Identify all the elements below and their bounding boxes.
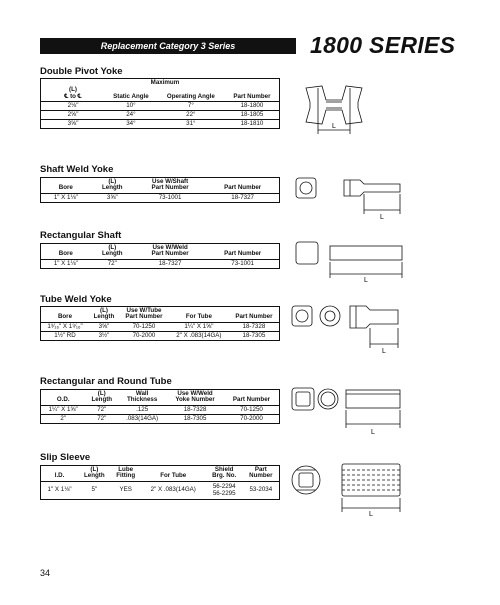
table-cell: 72" [85, 414, 118, 423]
table-cell: .083(14GA) [118, 414, 166, 423]
column-header: Wall Thickness [118, 390, 166, 406]
table-cell: 1½" RD [41, 331, 90, 340]
table-cell: 70-2000 [119, 331, 169, 340]
column-header: Part Number [224, 390, 280, 406]
column-header: Bore [41, 178, 91, 194]
column-header: Part Number [243, 466, 280, 482]
section-title: Rectangular and Round Tube [40, 376, 172, 387]
table-cell: 70-1250 [132, 322, 156, 330]
table-cell: 7° [187, 101, 194, 109]
table-cell: 18-1810 [225, 119, 280, 128]
table-row [41, 414, 280, 423]
column-header-line: (L) ℄ to ℄ [64, 85, 82, 100]
dimension-label: L [371, 429, 375, 436]
table-row [41, 481, 280, 499]
table-cell: 2" [41, 414, 86, 423]
table-row [41, 193, 280, 202]
table-cell: 1¼" X 1⅝" [184, 322, 214, 330]
table-cell: 24° [105, 110, 157, 119]
table-cell: 1" X 1⅛" [53, 259, 78, 267]
table-cell: 31° [157, 119, 225, 128]
table-cell: 3½" [89, 331, 119, 340]
tube-weld-yoke-table [40, 306, 280, 341]
rectangular-shaft-table [40, 243, 280, 269]
column-header: Part Number [229, 307, 280, 323]
table-cell: 70-2000 [224, 414, 280, 423]
double-pivot-yoke-table [40, 78, 280, 129]
table-cell: 1¼" X 1⅝" [48, 405, 78, 413]
dimension-label: L [364, 277, 368, 284]
rectangular-shaft-drawing [290, 236, 410, 284]
page-number: 34 [40, 568, 51, 578]
table-cell: 3⅝" [98, 322, 110, 330]
column-header: (L) Length [78, 466, 110, 482]
series-title: 1800 SERIES [310, 32, 456, 58]
column-group-header: Maximum [150, 78, 180, 86]
column-header: For Tube [141, 466, 206, 482]
table-row [41, 101, 280, 110]
column-header [41, 86, 106, 101]
column-header: Part Number [206, 244, 279, 260]
table-row [41, 405, 280, 414]
column-header: Use W/Weld Yoke Number [166, 390, 224, 406]
column-header: (L) Length [91, 178, 134, 194]
table-cell: 2⅛" [67, 101, 79, 109]
column-header: Bore [41, 307, 90, 323]
slip-sleeve-table [40, 465, 280, 500]
table-cell: 18-7305 [229, 331, 280, 340]
column-header: Lube Fitting [111, 466, 141, 482]
column-header: O.D. [41, 390, 86, 406]
column-header [225, 79, 280, 87]
column-header: Use W/Shaft Part Number [134, 178, 206, 194]
column-header: Part Number [206, 178, 279, 194]
table-cell: 3⅝" [41, 119, 106, 128]
table-row [41, 259, 280, 268]
rectangular-round-tube-table [40, 389, 280, 424]
table-cell: 2" X .083(14GA) [150, 486, 196, 494]
table-cell: 18-7327 [231, 193, 254, 201]
table-cell: 18-1805 [225, 110, 280, 119]
table-cell: 22° [157, 110, 225, 119]
dimension-label: L [332, 123, 336, 130]
table-cell: 18-7328 [183, 405, 207, 413]
column-header: Use W/Tube Part Number [119, 307, 169, 323]
category-label: Replacement Category 3 Series [100, 41, 236, 51]
dimension-label: L [369, 511, 373, 518]
table-cell: 72" [107, 259, 117, 267]
table-cell: 1⁹⁄₁₆" X 1⁹⁄₁₆" [47, 322, 83, 330]
table-cell: 3⅝" [106, 193, 118, 201]
table-cell: .125 [136, 405, 149, 413]
section-title: Rectangular Shaft [40, 230, 122, 241]
table-cell: YES [119, 486, 132, 494]
column-header: Operating Angle [157, 86, 225, 101]
shaft-weld-yoke-drawing [290, 172, 410, 222]
column-header: I.D. [41, 466, 79, 482]
table-cell: 18-7328 [242, 322, 266, 330]
column-header: Static Angle [105, 86, 157, 101]
section-title: Slip Sleeve [40, 452, 91, 463]
rectangular-round-tube-drawing [286, 382, 410, 438]
column-header: Part Number [225, 86, 280, 101]
table-cell: 53-2034 [249, 486, 273, 494]
table-row [41, 322, 280, 331]
tube-weld-yoke-drawing [286, 300, 410, 356]
column-header: Use W/Weld Part Number [134, 244, 206, 260]
section-title: Tube Weld Yoke [40, 294, 112, 305]
dimension-label: L [382, 348, 386, 355]
column-header: (L) Length [89, 307, 119, 323]
table-cell: 73-1001 [158, 193, 182, 201]
column-header: Bore [41, 244, 91, 260]
table-cell: 1" X 1⅛" [47, 486, 72, 494]
table-cell: 10° [126, 101, 136, 109]
table-cell: 2" X .083(14GA) [169, 331, 229, 340]
table-cell: 18-7305 [166, 414, 224, 423]
table-cell: 72" [97, 405, 107, 413]
column-header: For Tube [169, 307, 229, 323]
table-row [41, 110, 280, 119]
double-pivot-yoke-drawing [298, 76, 388, 138]
table-cell: 2⅝" [41, 110, 106, 119]
table-cell: 5" [91, 486, 98, 494]
category-banner [40, 38, 296, 54]
dimension-label: L [380, 214, 384, 221]
table-cell: 18-7327 [158, 259, 182, 267]
table-cell: 18-1800 [240, 101, 264, 109]
table-cell: 70-1250 [240, 405, 263, 413]
table-cell: 1" X 1⅛" [53, 193, 78, 201]
table-row [41, 331, 280, 340]
table-cell: 73-1001 [231, 259, 254, 267]
column-header: (L) Length [85, 390, 118, 406]
column-header: Shield Brg. No. [206, 466, 243, 482]
slip-sleeve-drawing [286, 458, 410, 518]
table-row [41, 119, 280, 128]
column-header: (L) Length [91, 244, 134, 260]
section-title: Shaft Weld Yoke [40, 164, 114, 175]
section-title: Double Pivot Yoke [40, 66, 123, 77]
shaft-weld-yoke-table [40, 177, 280, 203]
table-cell: 56-2294 56-2295 [212, 482, 236, 498]
table-cell: 34° [105, 119, 157, 128]
